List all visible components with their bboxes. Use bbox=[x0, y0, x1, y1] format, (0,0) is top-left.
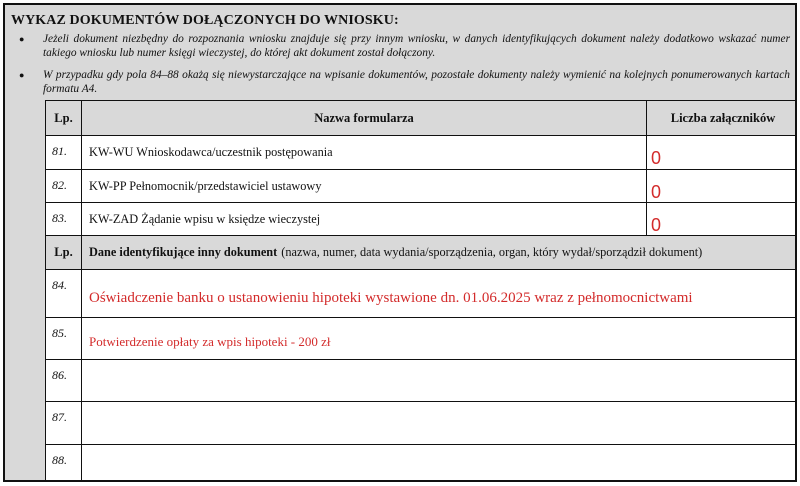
header-form-name: Nazwa formularza bbox=[82, 101, 647, 136]
row-87-document-field[interactable] bbox=[82, 402, 797, 445]
bullet-icon: ● bbox=[19, 34, 25, 44]
docs-header-lp: Lp. bbox=[46, 236, 82, 270]
row-84-document-text: Oświadczenie banku o ustanowieniu hipoteki wystawione dn. 01.06.2025 wraz z pełnomocnictwami bbox=[89, 290, 693, 306]
row-82-form-name: KW-PP Pełnomocnik/przedstawiciel ustawowy bbox=[82, 170, 647, 203]
document-frame bbox=[3, 3, 797, 482]
docs-header-description: (nazwa, numer, data wydania/sporządzenia, organ, który wydał/sporządził dokument) bbox=[281, 245, 703, 259]
note-2 bbox=[13, 68, 790, 96]
row-83-form-name: KW-ZAD Żądanie wpisu w księdze wieczystej bbox=[82, 203, 647, 236]
row-83-attachments-count[interactable]: 0 bbox=[647, 203, 797, 236]
row-85-document-field[interactable] bbox=[82, 318, 797, 360]
bullet-icon: ● bbox=[19, 70, 25, 80]
row-86-document-field[interactable] bbox=[82, 360, 797, 402]
row-86-lp: 86. bbox=[46, 360, 82, 402]
docs-header bbox=[82, 236, 797, 270]
row-84-document-field[interactable] bbox=[82, 270, 797, 318]
header-attachments: Liczba załączników bbox=[647, 101, 797, 136]
note-1 bbox=[13, 32, 790, 60]
row-87-lp: 87. bbox=[46, 402, 82, 445]
row-82-attachments-count[interactable]: 0 bbox=[647, 170, 797, 203]
row-81-attachments-count[interactable]: 0 bbox=[647, 136, 797, 170]
note-2-text: W przypadku gdy pola 84–88 okażą się niewystarczające na wpisanie dokumentów, pozostałe dokumenty należy wymienić na kolejnych ponumerowanych kartach formatu A4. bbox=[43, 69, 790, 95]
docs-header-title: Dane identyfikujące inny dokument bbox=[89, 245, 278, 259]
row-88-lp: 88. bbox=[46, 445, 82, 482]
row-82-lp: 82. bbox=[46, 170, 82, 203]
row-81-form-name: KW-WU Wnioskodawca/uczestnik postępowania bbox=[82, 136, 647, 170]
note-1-text: Jeżeli dokument niezbędny do rozpoznania wniosku znajduje się przy innym wniosku, w danych identyfikujących dokument należy dodatkowo wskazać numer takiego wniosku lub numer księgi wieczystej, do której akt dokument został dołączony. bbox=[43, 33, 790, 59]
row-83-lp: 83. bbox=[46, 203, 82, 236]
section-title: WYKAZ DOKUMENTÓW DOŁĄCZONYCH DO WNIOSKU: bbox=[11, 13, 399, 28]
row-85-lp: 85. bbox=[46, 318, 82, 360]
documents-table bbox=[45, 100, 797, 482]
row-81-lp: 81. bbox=[46, 136, 82, 170]
header-lp: Lp. bbox=[46, 101, 82, 136]
row-85-document-text: Potwierdzenie opłaty za wpis hipoteki - 200 zł bbox=[89, 334, 331, 349]
row-88-document-field[interactable] bbox=[82, 445, 797, 482]
row-84-lp: 84. bbox=[46, 270, 82, 318]
